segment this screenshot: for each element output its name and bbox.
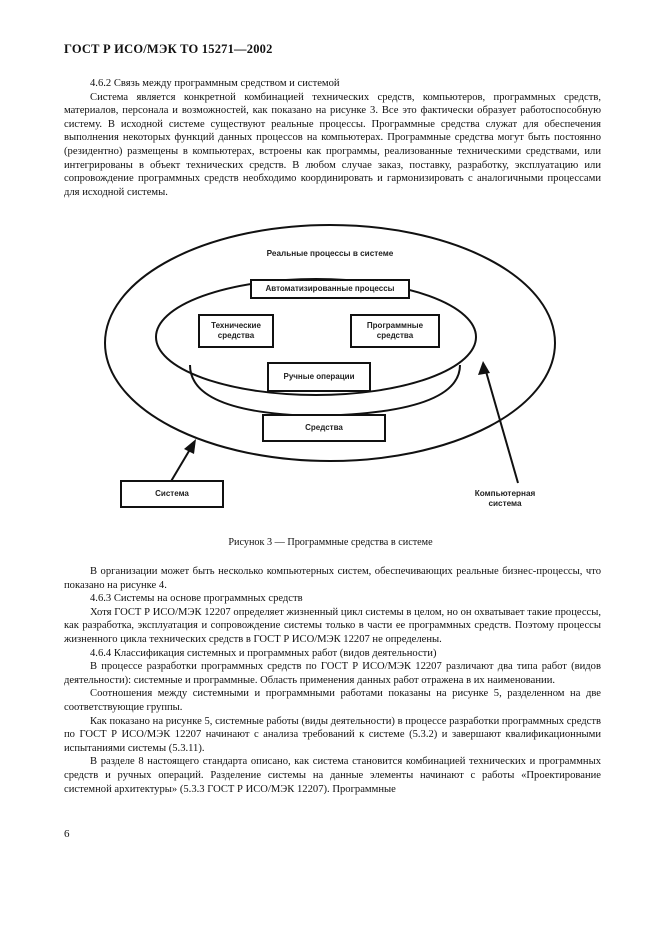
system-box: Система <box>120 480 224 508</box>
page-number: 6 <box>64 828 70 840</box>
paragraph-relations: Соотношения между системными и программными работами показаны на рисунке 5, разделенном на две соответствующие группы. <box>64 688 601 713</box>
outer-label: Реальные процессы в системе <box>266 249 394 258</box>
figure-3-diagram <box>100 213 560 523</box>
section-heading-4-6-3: 4.6.3 Системы на основе программных средств <box>90 593 303 605</box>
system-arrow-head <box>184 439 196 454</box>
computer-system-arrow-head <box>478 361 490 375</box>
hardware-box: Технические средства <box>198 314 274 348</box>
automated-processes-box: Автоматизированные процессы <box>250 279 410 299</box>
facilities-box: Средства <box>262 414 386 442</box>
section-heading-4-6-4: 4.6.4 Классификация системных и программных работ (видов деятельности) <box>90 647 437 659</box>
paragraph-two-types: В процессе разработки программных средств по ГОСТ Р ИСО/МЭК 12207 различают два типа работ (видов деятельности): системные и программные. Область применения данных работ отражена в их наименовании. <box>64 661 601 686</box>
document-header: ГОСТ Р ИСО/МЭК ТО 15271—2002 <box>64 42 273 56</box>
paragraph-system-works: Как показано на рисунке 5, системные работы (виды деятельности) в процессе разработки программных средств по ГОСТ Р ИСО/МЭК 12207 начинают с анализа требований к системе (5.3.2) и завершают квалификационными испытаниями системы (5.3.11). <box>64 715 601 754</box>
section-heading-4-6-2: 4.6.2 Связь между программным средством и системой <box>90 78 340 89</box>
paragraph-section-8: В разделе 8 настоящего стандарта описано, как система становится комбинацией технических и программных средств и ручных операций. Разделение системы на данные элементы начинают с работы «Проектирование системной архитектуры» (5.3.3 ГОСТ Р ИСО/МЭК 12207). Программные <box>64 756 601 795</box>
top-text-block <box>64 77 601 199</box>
paragraph-organization: В организации может быть несколько компьютерных систем, обеспечивающих реальные бизнес-процессы, что показано на рисунке 4. <box>64 566 601 591</box>
bottom-text-block <box>64 565 601 796</box>
paragraph-lifecycle: Хотя ГОСТ Р ИСО/МЭК 12207 определяет жизненный цикл системы в целом, но он охватывает такие процессы, как разработка, эксплуатация и сопровождение системы только в части ее программных средств. Поэтому процессы жизненного цикла технических средств в ГОСТ Р ИСО/МЭК 12207 не определены. <box>64 606 601 645</box>
paragraph-system-description: Система является конкретной комбинацией технических средств, компьютеров, программных средств, материалов, персонала и возможностей, как показано на рисунке 3. Все это фактически образует работоспособную систему. В исходной системе существуют реальные процессы. Программные средства служат для обеспечения выполнения некоторых функций данных процессов на компьютерах. Программные средства могут быть постоянно (резидентно) размещены в компьютерах, встроены как программы, реализованные техническими средствами, или интегрированы в объект технических средств. В любом случае заказ, поставку, разработку, эксплуатацию или сопровождение программных средств необходимо координировать и гармонизировать с аналогичными процессами для исходной системы. <box>64 91 601 198</box>
figure-3-caption: Рисунок 3 — Программные средства в системе <box>228 537 433 548</box>
manual-operations-box: Ручные операции <box>267 362 371 392</box>
system-arrow-line <box>170 446 192 483</box>
computer-system-label: Компьютерная система <box>474 489 536 508</box>
software-box: Программные средства <box>350 314 440 348</box>
